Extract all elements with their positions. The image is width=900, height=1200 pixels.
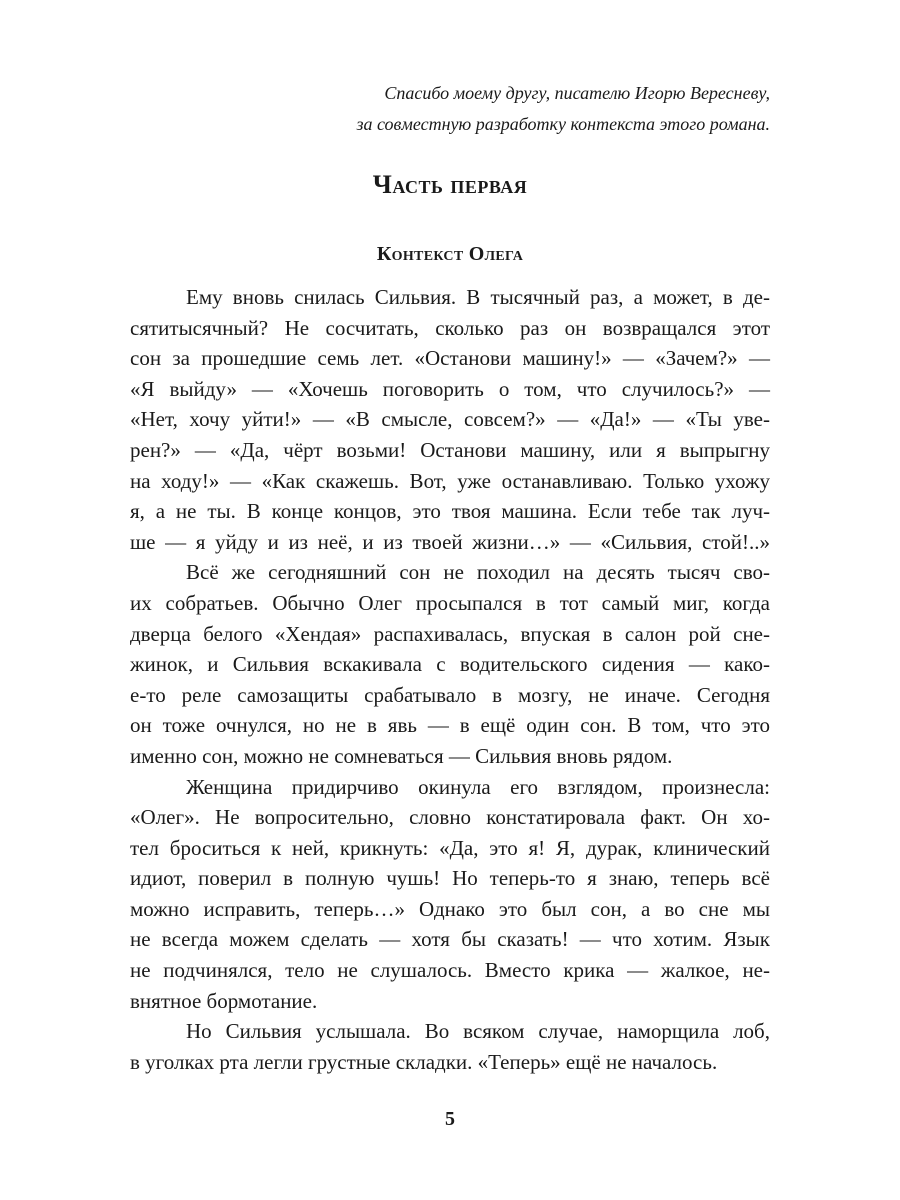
text-line: в уголках рта легли грустные складки. «Теперь» ещё не началось. (130, 1049, 718, 1074)
text-line: жинок, и Сильвия вскакивала с водительского сидения — како- (130, 652, 770, 677)
text-line: я, а не ты. В конце концов, это твоя машина. Если тебе так луч- (130, 499, 770, 524)
paragraph (130, 557, 770, 771)
paragraph (130, 282, 770, 557)
paragraph (130, 772, 770, 1017)
text-line: Женщина придирчиво окинула его взглядом, произнесла: (186, 774, 770, 799)
text-line: идиот, поверил в полную чушь! Но теперь-то я знаю, теперь всё (130, 866, 770, 891)
text-line: сятитысячный? Не сосчитать, сколько раз он возвращался этот (130, 315, 770, 340)
text-line: не всегда можем сделать — хотя бы сказать! — что хотим. Язык (130, 927, 770, 952)
text-line: тел броситься к ней, крикнуть: «Да, это я! Я, дурак, клинический (130, 835, 770, 860)
text-line: не подчинялся, тело не слушалось. Вместо крика — жалкое, не- (130, 958, 770, 983)
epigraph-line: Спасибо моему другу, писателю Игорю Вересневу, (384, 83, 770, 103)
text-line: Ему вновь снилась Сильвия. В тысячный раз, а может, в де- (186, 285, 770, 309)
text-line: дверца белого «Хендая» распахивалась, впуская в салон рой сне- (130, 621, 770, 646)
body-text (130, 282, 770, 1077)
epigraph-line: за совместную разработку контекста этого романа. (356, 114, 770, 134)
text-line: именно сон, можно не сомневаться — Сильвия вновь рядом. (130, 743, 673, 768)
text-line: их собратьев. Обычно Олег просыпался в тот самый миг, когда (130, 590, 770, 615)
text-line: Но Сильвия услышала. Во всяком случае, наморщила лоб, (186, 1019, 770, 1044)
text-line: е-то реле самозащиты срабатывало в мозгу, не иначе. Сегодня (130, 682, 770, 707)
text-line: Всё же сегодняшний сон не походил на десять тысяч сво- (186, 560, 770, 585)
text-line: он тоже очнулся, но не в явь — в ещё один сон. В том, что это (130, 713, 770, 738)
text-line: сон за прошедшие семь лет. «Останови машину!» — «Зачем?» — (130, 346, 770, 371)
text-line: «Олег». Не вопросительно, словно констатировала факт. Он хо- (130, 805, 770, 830)
text-line: на ходу!» — «Как скажешь. Вот, уже останавливаю. Только ухожу (130, 468, 770, 493)
part-title: Часть первая (372, 170, 528, 199)
text-line: можно исправить, теперь…» Однако это был сон, а во сне мы (130, 896, 770, 921)
text-line: рен?» — «Да, чёрт возьми! Останови машину, или я выпрыгну (130, 437, 770, 462)
text-line: внятное бормотание. (130, 988, 318, 1013)
text-line: ше — я уйду и из неё, и из твоей жизни…» — «Сильвия, стой!..» (130, 529, 770, 554)
chapter-title: Контекст Олега (376, 243, 524, 265)
page-number: 5 (445, 1108, 455, 1130)
paragraph (130, 1016, 770, 1077)
text-line: «Я выйду» — «Хочешь поговорить о том, что случилось?» — (130, 376, 770, 401)
epigraph (210, 78, 770, 140)
text-line: «Нет, хочу уйти!» — «В смысле, совсем?» — «Да!» — «Ты уве- (130, 407, 770, 432)
